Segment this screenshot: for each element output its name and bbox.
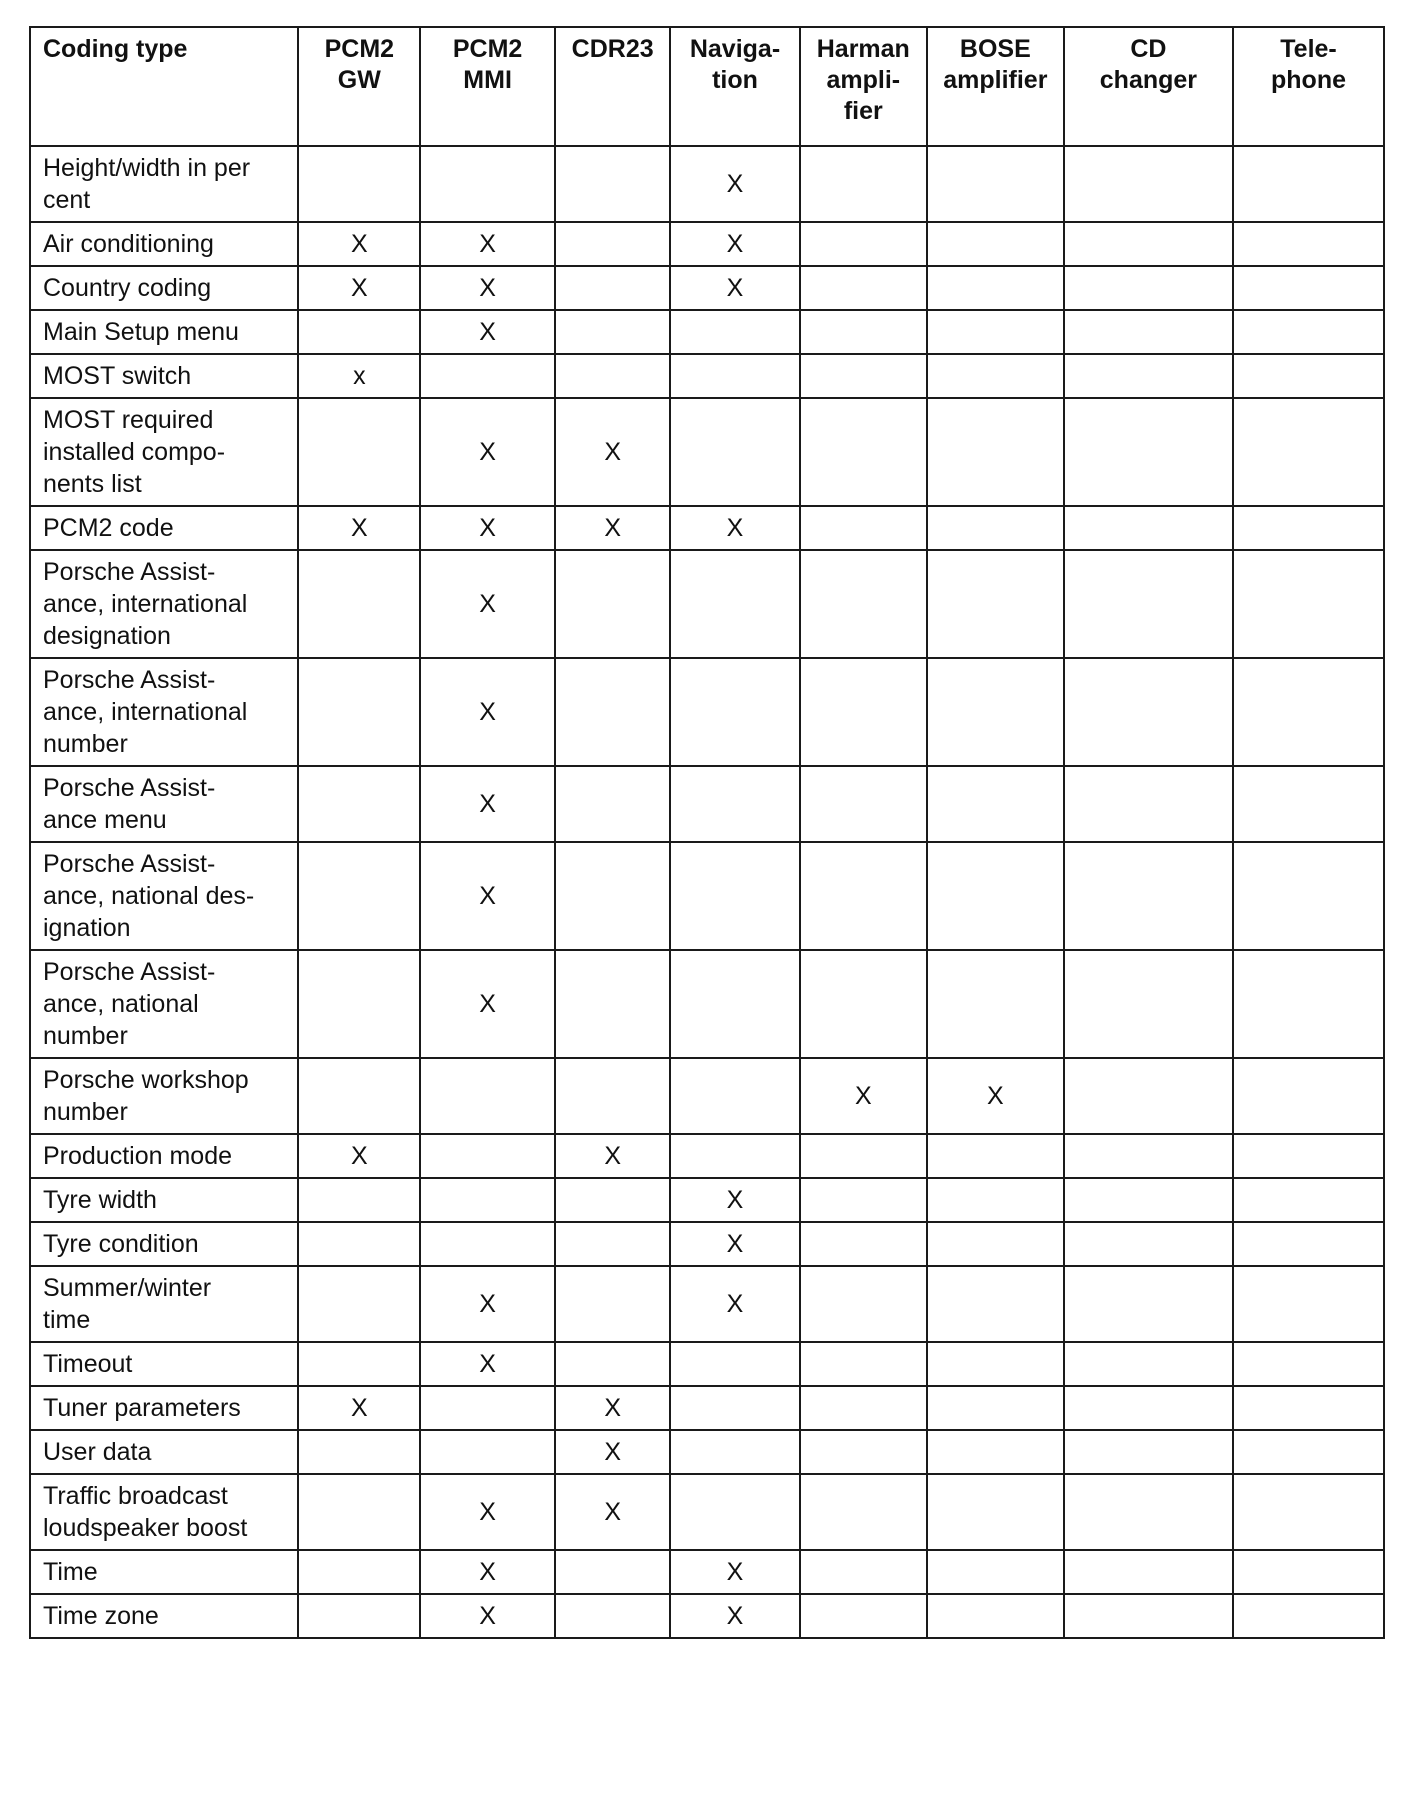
mark-cell-harman-amplifier: [800, 1386, 927, 1430]
mark-cell-bose-amplifier: [927, 842, 1064, 950]
mark-cell-telephone: [1233, 398, 1384, 506]
mark-cell-navigation: [670, 310, 799, 354]
mark-cell-bose-amplifier: [927, 1430, 1064, 1474]
mark-cell-cd-changer: [1064, 1342, 1233, 1386]
mark-cell-pcm2-mmi: X: [420, 1550, 555, 1594]
row-label: Tuner parameters: [30, 1386, 298, 1430]
mark-cell-pcm2-gw: X: [298, 266, 420, 310]
header-telephone: Tele- phone: [1233, 27, 1384, 146]
mark-cell-navigation: [670, 1134, 799, 1178]
mark-cell-pcm2-gw: [298, 1550, 420, 1594]
mark-cell-cd-changer: [1064, 506, 1233, 550]
mark-cell-telephone: [1233, 658, 1384, 766]
mark-cell-telephone: [1233, 354, 1384, 398]
mark-cell-cdr23: [555, 658, 670, 766]
mark-cell-cd-changer: [1064, 1430, 1233, 1474]
table-row: [30, 658, 1384, 766]
mark-cell-navigation: [670, 766, 799, 842]
row-label: Porsche workshop number: [30, 1058, 298, 1134]
header-bose-amplifier: BOSE amplifier: [927, 27, 1064, 146]
mark-cell-cdr23: X: [555, 1430, 670, 1474]
mark-cell-cd-changer: [1064, 222, 1233, 266]
mark-cell-telephone: [1233, 266, 1384, 310]
mark-cell-pcm2-mmi: [420, 1386, 555, 1430]
mark-cell-harman-amplifier: [800, 398, 927, 506]
mark-cell-bose-amplifier: [927, 222, 1064, 266]
mark-cell-telephone: [1233, 842, 1384, 950]
header-coding-type: Coding type: [30, 27, 298, 146]
row-label: Summer/winter time: [30, 1266, 298, 1342]
mark-cell-cdr23: [555, 766, 670, 842]
table-row: [30, 1266, 1384, 1342]
row-label: Porsche Assist- ance, national number: [30, 950, 298, 1058]
mark-cell-telephone: [1233, 1266, 1384, 1342]
table-row: [30, 766, 1384, 842]
row-label: Country coding: [30, 266, 298, 310]
mark-cell-cdr23: [555, 1342, 670, 1386]
mark-cell-harman-amplifier: [800, 1474, 927, 1550]
mark-cell-pcm2-gw: X: [298, 1134, 420, 1178]
mark-cell-pcm2-mmi: X: [420, 398, 555, 506]
mark-cell-cdr23: [555, 842, 670, 950]
mark-cell-bose-amplifier: [927, 310, 1064, 354]
mark-cell-harman-amplifier: [800, 658, 927, 766]
mark-cell-cdr23: [555, 266, 670, 310]
mark-cell-pcm2-gw: X: [298, 506, 420, 550]
mark-cell-cd-changer: [1064, 1550, 1233, 1594]
mark-cell-navigation: X: [670, 146, 799, 222]
mark-cell-harman-amplifier: [800, 550, 927, 658]
mark-cell-pcm2-mmi: X: [420, 1594, 555, 1638]
mark-cell-pcm2-mmi: [420, 1430, 555, 1474]
mark-cell-navigation: [670, 354, 799, 398]
mark-cell-bose-amplifier: [927, 506, 1064, 550]
mark-cell-pcm2-mmi: X: [420, 1266, 555, 1342]
table-row: [30, 222, 1384, 266]
mark-cell-navigation: [670, 950, 799, 1058]
mark-cell-navigation: [670, 398, 799, 506]
mark-cell-pcm2-mmi: X: [420, 266, 555, 310]
mark-cell-harman-amplifier: [800, 1342, 927, 1386]
mark-cell-pcm2-mmi: [420, 1178, 555, 1222]
mark-cell-navigation: [670, 842, 799, 950]
mark-cell-bose-amplifier: [927, 398, 1064, 506]
mark-cell-cd-changer: [1064, 398, 1233, 506]
table-row: [30, 950, 1384, 1058]
mark-cell-pcm2-mmi: [420, 146, 555, 222]
mark-cell-cd-changer: [1064, 1266, 1233, 1342]
row-label: Production mode: [30, 1134, 298, 1178]
mark-cell-cd-changer: [1064, 354, 1233, 398]
mark-cell-bose-amplifier: X: [927, 1058, 1064, 1134]
table-row: [30, 506, 1384, 550]
mark-cell-pcm2-mmi: X: [420, 658, 555, 766]
mark-cell-bose-amplifier: [927, 1474, 1064, 1550]
table-row: [30, 1222, 1384, 1266]
mark-cell-cdr23: X: [555, 1386, 670, 1430]
mark-cell-telephone: [1233, 766, 1384, 842]
mark-cell-telephone: [1233, 1342, 1384, 1386]
mark-cell-harman-amplifier: [800, 1266, 927, 1342]
mark-cell-pcm2-mmi: X: [420, 1342, 555, 1386]
mark-cell-cdr23: [555, 1550, 670, 1594]
mark-cell-harman-amplifier: [800, 1430, 927, 1474]
mark-cell-pcm2-gw: X: [298, 1386, 420, 1430]
mark-cell-bose-amplifier: [927, 266, 1064, 310]
mark-cell-navigation: X: [670, 1178, 799, 1222]
mark-cell-cdr23: X: [555, 1134, 670, 1178]
mark-cell-pcm2-mmi: [420, 1222, 555, 1266]
mark-cell-bose-amplifier: [927, 1386, 1064, 1430]
table-row: [30, 1386, 1384, 1430]
mark-cell-harman-amplifier: [800, 310, 927, 354]
mark-cell-harman-amplifier: [800, 1222, 927, 1266]
mark-cell-navigation: [670, 658, 799, 766]
mark-cell-pcm2-gw: [298, 766, 420, 842]
table-row: [30, 1550, 1384, 1594]
mark-cell-cdr23: [555, 1594, 670, 1638]
mark-cell-pcm2-mmi: X: [420, 950, 555, 1058]
row-label: MOST required installed compo- nents list: [30, 398, 298, 506]
mark-cell-harman-amplifier: [800, 842, 927, 950]
table-row: [30, 842, 1384, 950]
mark-cell-cdr23: X: [555, 506, 670, 550]
table-row: [30, 1474, 1384, 1550]
row-label: Main Setup menu: [30, 310, 298, 354]
mark-cell-telephone: [1233, 146, 1384, 222]
row-label: User data: [30, 1430, 298, 1474]
mark-cell-cd-changer: [1064, 550, 1233, 658]
mark-cell-pcm2-mmi: [420, 354, 555, 398]
mark-cell-telephone: [1233, 1386, 1384, 1430]
mark-cell-cdr23: [555, 950, 670, 1058]
mark-cell-navigation: X: [670, 1594, 799, 1638]
header-pcm2-gw: PCM2 GW: [298, 27, 420, 146]
mark-cell-bose-amplifier: [927, 354, 1064, 398]
mark-cell-pcm2-gw: [298, 1430, 420, 1474]
mark-cell-telephone: [1233, 1430, 1384, 1474]
mark-cell-navigation: [670, 1474, 799, 1550]
mark-cell-bose-amplifier: [927, 950, 1064, 1058]
mark-cell-telephone: [1233, 1474, 1384, 1550]
mark-cell-harman-amplifier: [800, 354, 927, 398]
row-label: Timeout: [30, 1342, 298, 1386]
mark-cell-telephone: [1233, 1134, 1384, 1178]
mark-cell-cdr23: [555, 1178, 670, 1222]
mark-cell-pcm2-gw: [298, 1178, 420, 1222]
mark-cell-pcm2-mmi: [420, 1134, 555, 1178]
table-row: [30, 398, 1384, 506]
mark-cell-pcm2-mmi: X: [420, 310, 555, 354]
mark-cell-pcm2-gw: X: [298, 222, 420, 266]
header-row: [30, 27, 1384, 146]
mark-cell-cd-changer: [1064, 1474, 1233, 1550]
mark-cell-pcm2-mmi: X: [420, 506, 555, 550]
mark-cell-navigation: X: [670, 1222, 799, 1266]
mark-cell-pcm2-gw: [298, 842, 420, 950]
mark-cell-pcm2-gw: [298, 1058, 420, 1134]
mark-cell-pcm2-mmi: X: [420, 766, 555, 842]
mark-cell-harman-amplifier: X: [800, 1058, 927, 1134]
mark-cell-bose-amplifier: [927, 1222, 1064, 1266]
mark-cell-cd-changer: [1064, 842, 1233, 950]
mark-cell-cd-changer: [1064, 310, 1233, 354]
mark-cell-pcm2-gw: [298, 310, 420, 354]
mark-cell-harman-amplifier: [800, 506, 927, 550]
table-row: [30, 1430, 1384, 1474]
mark-cell-cd-changer: [1064, 1386, 1233, 1430]
mark-cell-harman-amplifier: [800, 222, 927, 266]
mark-cell-cd-changer: [1064, 766, 1233, 842]
table-row: [30, 1058, 1384, 1134]
table-row: [30, 550, 1384, 658]
mark-cell-telephone: [1233, 1058, 1384, 1134]
header-harman-amplifier: Harman ampli- fier: [800, 27, 927, 146]
mark-cell-pcm2-gw: [298, 1342, 420, 1386]
mark-cell-navigation: [670, 1342, 799, 1386]
mark-cell-bose-amplifier: [927, 1594, 1064, 1638]
row-label: Time: [30, 1550, 298, 1594]
mark-cell-bose-amplifier: [927, 766, 1064, 842]
mark-cell-cd-changer: [1064, 1222, 1233, 1266]
mark-cell-pcm2-gw: [298, 1594, 420, 1638]
mark-cell-navigation: X: [670, 266, 799, 310]
table-row: [30, 266, 1384, 310]
row-label: Traffic broadcast loudspeaker boost: [30, 1474, 298, 1550]
mark-cell-cdr23: [555, 1222, 670, 1266]
mark-cell-telephone: [1233, 506, 1384, 550]
mark-cell-cd-changer: [1064, 950, 1233, 1058]
mark-cell-cd-changer: [1064, 146, 1233, 222]
mark-cell-navigation: [670, 1058, 799, 1134]
mark-cell-cdr23: [555, 1058, 670, 1134]
mark-cell-bose-amplifier: [927, 146, 1064, 222]
table-row: [30, 1594, 1384, 1638]
mark-cell-pcm2-gw: [298, 398, 420, 506]
mark-cell-navigation: X: [670, 1550, 799, 1594]
mark-cell-bose-amplifier: [927, 1178, 1064, 1222]
mark-cell-cdr23: [555, 550, 670, 658]
table-row: [30, 1178, 1384, 1222]
mark-cell-pcm2-mmi: X: [420, 550, 555, 658]
mark-cell-cd-changer: [1064, 1594, 1233, 1638]
table-row: [30, 354, 1384, 398]
mark-cell-pcm2-gw: [298, 1474, 420, 1550]
mark-cell-navigation: X: [670, 506, 799, 550]
header-navigation: Naviga- tion: [670, 27, 799, 146]
mark-cell-pcm2-mmi: X: [420, 842, 555, 950]
mark-cell-pcm2-gw: [298, 950, 420, 1058]
mark-cell-cdr23: [555, 222, 670, 266]
table-row: [30, 146, 1384, 222]
mark-cell-harman-amplifier: [800, 266, 927, 310]
mark-cell-bose-amplifier: [927, 1266, 1064, 1342]
mark-cell-cdr23: [555, 1266, 670, 1342]
header-pcm2-mmi: PCM2 MMI: [420, 27, 555, 146]
mark-cell-harman-amplifier: [800, 766, 927, 842]
row-label: Porsche Assist- ance, national des- ignation: [30, 842, 298, 950]
mark-cell-bose-amplifier: [927, 1134, 1064, 1178]
row-label: Time zone: [30, 1594, 298, 1638]
mark-cell-cdr23: [555, 146, 670, 222]
mark-cell-telephone: [1233, 550, 1384, 658]
mark-cell-harman-amplifier: [800, 146, 927, 222]
mark-cell-telephone: [1233, 1222, 1384, 1266]
mark-cell-pcm2-gw: [298, 1222, 420, 1266]
mark-cell-telephone: [1233, 1178, 1384, 1222]
mark-cell-pcm2-mmi: X: [420, 222, 555, 266]
mark-cell-cd-changer: [1064, 1178, 1233, 1222]
mark-cell-harman-amplifier: [800, 950, 927, 1058]
mark-cell-bose-amplifier: [927, 1550, 1064, 1594]
mark-cell-cd-changer: [1064, 1134, 1233, 1178]
mark-cell-telephone: [1233, 1550, 1384, 1594]
mark-cell-cdr23: [555, 354, 670, 398]
mark-cell-pcm2-gw: [298, 550, 420, 658]
mark-cell-cdr23: X: [555, 398, 670, 506]
mark-cell-navigation: [670, 550, 799, 658]
row-label: Porsche Assist- ance, international designation: [30, 550, 298, 658]
mark-cell-navigation: [670, 1386, 799, 1430]
mark-cell-cd-changer: [1064, 1058, 1233, 1134]
mark-cell-telephone: [1233, 222, 1384, 266]
row-label: Air conditioning: [30, 222, 298, 266]
mark-cell-bose-amplifier: [927, 658, 1064, 766]
mark-cell-pcm2-gw: x: [298, 354, 420, 398]
mark-cell-navigation: [670, 1430, 799, 1474]
mark-cell-harman-amplifier: [800, 1178, 927, 1222]
mark-cell-harman-amplifier: [800, 1550, 927, 1594]
row-label: Tyre condition: [30, 1222, 298, 1266]
mark-cell-pcm2-gw: [298, 658, 420, 766]
row-label: PCM2 code: [30, 506, 298, 550]
mark-cell-pcm2-gw: [298, 1266, 420, 1342]
mark-cell-cdr23: [555, 310, 670, 354]
table-row: [30, 1342, 1384, 1386]
mark-cell-cd-changer: [1064, 658, 1233, 766]
row-label: Porsche Assist- ance, international number: [30, 658, 298, 766]
header-cd-changer: CD changer: [1064, 27, 1233, 146]
mark-cell-harman-amplifier: [800, 1594, 927, 1638]
row-label: MOST switch: [30, 354, 298, 398]
mark-cell-navigation: X: [670, 1266, 799, 1342]
mark-cell-telephone: [1233, 1594, 1384, 1638]
mark-cell-pcm2-mmi: X: [420, 1474, 555, 1550]
mark-cell-telephone: [1233, 310, 1384, 354]
table-row: [30, 1134, 1384, 1178]
coding-type-table: [29, 26, 1385, 1639]
mark-cell-bose-amplifier: [927, 1342, 1064, 1386]
mark-cell-pcm2-gw: [298, 146, 420, 222]
mark-cell-navigation: X: [670, 222, 799, 266]
mark-cell-harman-amplifier: [800, 1134, 927, 1178]
row-label: Tyre width: [30, 1178, 298, 1222]
mark-cell-telephone: [1233, 950, 1384, 1058]
mark-cell-bose-amplifier: [927, 550, 1064, 658]
row-label: Porsche Assist- ance menu: [30, 766, 298, 842]
row-label: Height/width in per cent: [30, 146, 298, 222]
mark-cell-cd-changer: [1064, 266, 1233, 310]
mark-cell-pcm2-mmi: [420, 1058, 555, 1134]
header-cdr23: CDR23: [555, 27, 670, 146]
mark-cell-cdr23: X: [555, 1474, 670, 1550]
table-row: [30, 310, 1384, 354]
